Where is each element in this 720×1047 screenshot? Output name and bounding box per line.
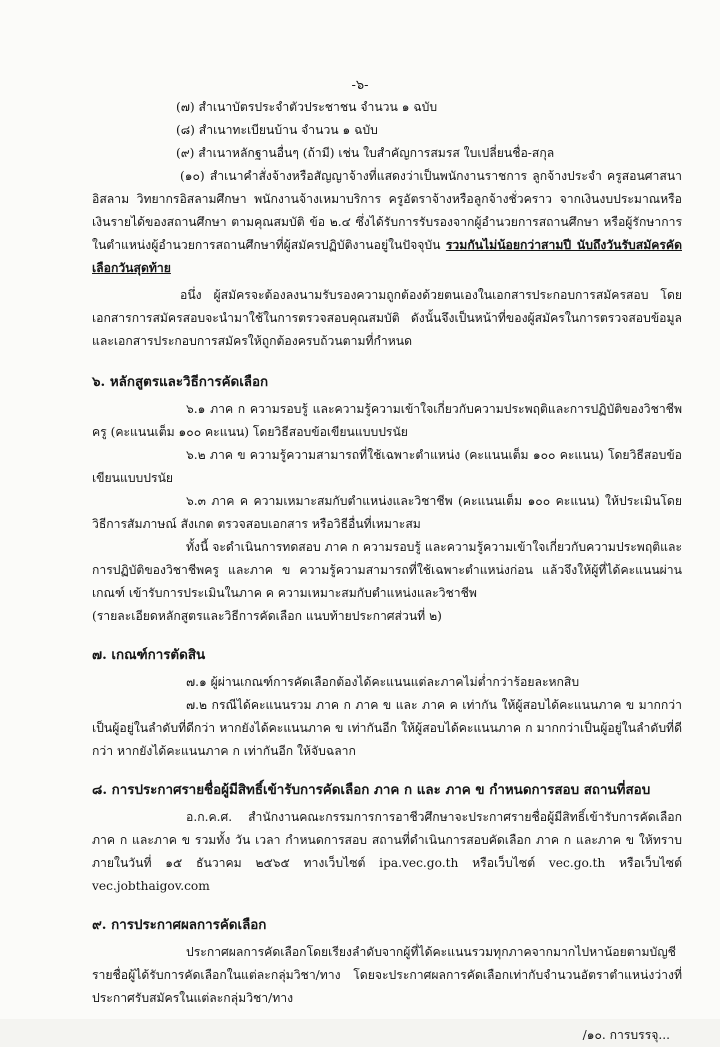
doc-item-10-text: (๑๐) สำเนาคำสั่งจ้างหรือสัญญาจ้างที่แสดงว่าเป็นพนักงานราชการ ลูกจ้างประจำ ครูสอนศาสนาอิสลาม วิทยากรอิสลามศึกษา พนักงานจ้างเหมาบริการ ครูอัตราจ้างหรือลูกจ้างชั่วคราว จากเงินงบประมาณหรือเงินรายได้ของสถานศึกษา ตามคุณสมบัติ ข้อ ๒.๔ ซึ่งได้รับการรับรองจากผู้อำนวยการสถานศึกษา หรือผู้รักษาการในตำแหน่งผู้อำนวยการสถานศึกษาที่ผู้สมัครปฏิบัติงานอยู่ในปัจจุบัน: [92, 169, 682, 252]
section-9-1: ประกาศผลการคัดเลือกโดยเรียงลำดับจากผู้ที่ได้คะแนนรวมทุกภาคจากมากไปหาน้อยตามบัญชีรายชื่อผู้ได้รับการคัดเลือกในแต่ละกลุ่มวิชา/ทาง โดยจะประกาศผลการคัดเลือกเท่ากับจำนวนอัตราตำแหน่งว่างที่ประกาศรับสมัครในแต่ละกลุ่มวิชา/ทาง: [92, 945, 682, 1005]
section-6-1: ๖.๑ ภาค ก ความรอบรู้ และความรู้ความเข้าใจเกี่ยวกับความประพฤติและการปฏิบัติของวิชาชีพครู (คะแนนเต็ม ๑๐๐ คะแนน) โดยวิธีสอบข้อเขียนแบบปรนัย: [92, 402, 682, 439]
section-6-note: ทั้งนี้ จะดำเนินการทดสอบ ภาค ก ความรอบรู้ และความรู้ความเข้าใจเกี่ยวกับความประพฤติและการปฏิบัติของวิชาชีพครู และภาค ข ความรู้ความสามารถที่ใช้เฉพาะตำแหน่งก่อน แล้วจึงให้ผู้ที่ได้คะแนนผ่านเกณฑ์ เข้ารับการประเมินในภาค ค ความเหมาะสมกับตำแหน่งและวิชาชีพ: [92, 540, 682, 600]
certification-note: อนึ่ง ผู้สมัครจะต้องลงนามรับรองความถูกต้องด้วยตนเองในเอกสารประกอบการสมัครสอบ โดยเอกสารการสมัครสอบจะนำมาใช้ในการตรวจสอบคุณสมบัติ ดังนั้นจึงเป็นหน้าที่ของผู้สมัครในการตรวจสอบข้อมูล และเอกสารประกอบการสมัครให้ถูกต้องครบถ้วนตามที่กำหนด: [92, 288, 682, 348]
section-7-1: ๗.๑ ผู้ผ่านเกณฑ์การคัดเลือกต้องได้คะแนนแต่ละภาคไม่ต่ำกว่าร้อยละหกสิบ: [186, 675, 580, 689]
page-number: -๖-: [351, 78, 369, 93]
section-8-heading: ๘. การประกาศรายชื่อผู้มีสิทธิ์เข้ารับการคัดเลือก ภาค ก และ ภาค ข กำหนดการสอบ สถานที่สอบ: [92, 782, 651, 798]
section-7-heading: ๗. เกณฑ์การตัดสิน: [92, 647, 206, 663]
document-body: [92, 96, 682, 1047]
doc-item-8: (๘) สำเนาทะเบียนบ้าน จำนวน ๑ ฉบับ: [176, 123, 378, 137]
continuation-marker: /๑๐. การบรรจุ...: [582, 1028, 670, 1042]
doc-item-10-emphasis: รวมกันไม่น้อยกว่าสามปี นับถึงวันรับสมัครคัดเลือกวันสุดท้าย: [92, 238, 682, 275]
section-7-2: ๗.๒ กรณีได้คะแนนรวม ภาค ก ภาค ข และ ภาค ค เท่ากัน ให้ผู้สอบได้คะแนนภาค ข มากกว่า เป็นผู้อยู่ในลำดับที่ดีกว่า หากยังได้คะแนนภาค ข เท่ากันอีก ให้ผู้สอบได้คะแนนภาค ก มากกว่าเป็นผู้อยู่ในลำดับที่ดีกว่า หากยังได้คะแนนภาค ก เท่ากันอีก ให้จับฉลาก: [92, 698, 682, 758]
section-6-reference: (รายละเอียดหลักสูตรและวิธีการคัดเลือก แนบท้ายประกาศส่วนที่ ๒): [92, 609, 442, 623]
section-6-2: ๖.๒ ภาค ข ความรู้ความสามารถที่ใช้เฉพาะตำแหน่ง (คะแนนเต็ม ๑๐๐ คะแนน) โดยวิธีสอบข้อเขียนแบบปรนัย: [92, 448, 682, 485]
section-8-1: อ.ก.ค.ศ. สำนักงานคณะกรรมการการอาชีวศึกษาจะประกาศรายชื่อผู้มีสิทธิ์เข้ารับการคัดเลือก ภาค ก และภาค ข รวมทั้ง วัน เวลา กำหนดการสอบ สถานที่ดำเนินการสอบคัดเลือก ภาค ก และภาค ข ให้ทราบภายในวันที่ ๑๕ ธันวาคม ๒๕๖๕ ทางเว็บไซต์ ipa.vec.go.th หรือเว็บไซต์ vec.go.th หรือเว็บไซต์ vec.jobthaigov.com: [92, 810, 682, 893]
section-6-heading: ๖. หลักสูตรและวิธีการคัดเลือก: [92, 374, 269, 390]
doc-item-10: [92, 165, 682, 280]
section-6-3: ๖.๓ ภาค ค ความเหมาะสมกับตำแหน่งและวิชาชีพ (คะแนนเต็ม ๑๐๐ คะแนน) ให้ประเมินโดยวิธีการสัมภาษณ์ สังเกต ตรวจสอบเอกสาร หรือวิธีอื่นที่เหมาะสม: [92, 494, 682, 531]
section-9-heading: ๙. การประกาศผลการคัดเลือก: [92, 917, 267, 933]
doc-item-9: (๙) สำเนาหลักฐานอื่นๆ (ถ้ามี) เช่น ใบสำคัญการสมรส ใบเปลี่ยนชื่อ-สกุล: [176, 146, 555, 160]
doc-item-7: (๗) สำเนาบัตรประจำตัวประชาชน จำนวน ๑ ฉบับ: [176, 100, 438, 114]
